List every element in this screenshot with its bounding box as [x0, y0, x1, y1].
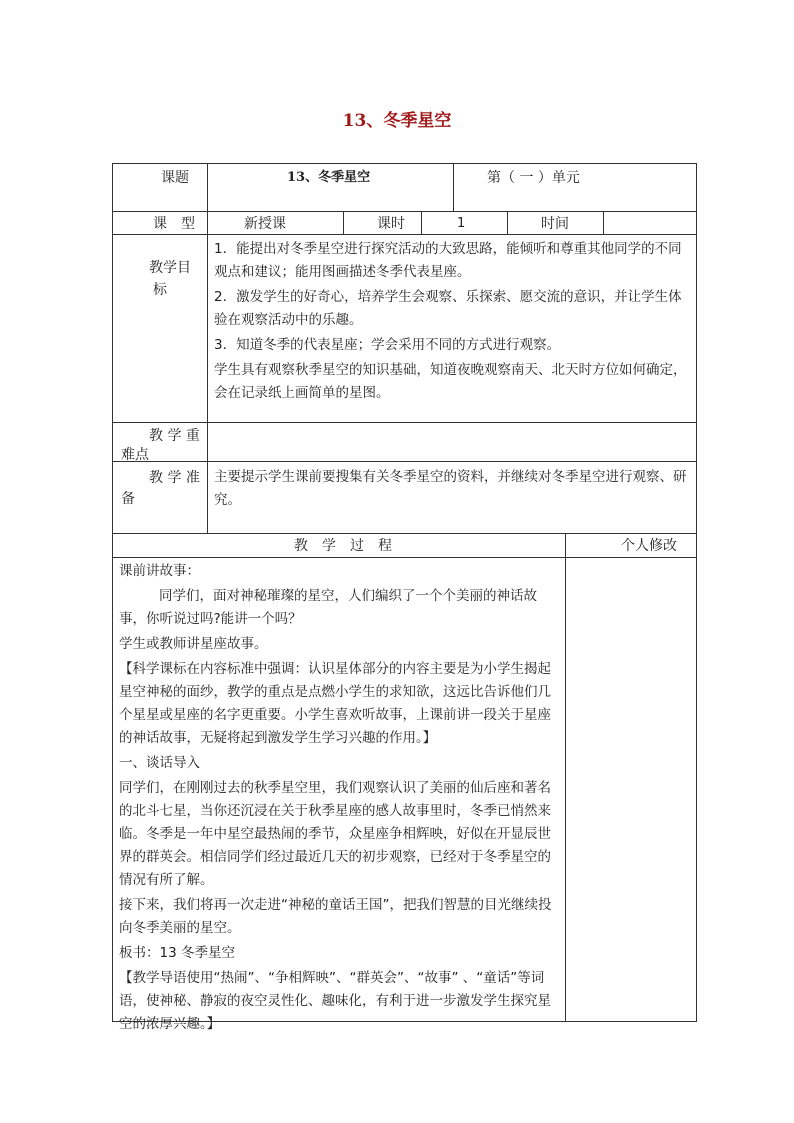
process-paragraph: 板书：13 冬季星空: [119, 945, 235, 961]
process-paragraph: 【教学导语使用“热闹”、“争相辉映”、“群英会”、“故事” 、“童话”等词语，使神秘、静寂的夜空灵性化、趣味化，有利于进一步激发学生探究星空的浓厚兴趣。】: [119, 970, 551, 1032]
goal-item: 1．能提出对冬季星空进行探究活动的大致思路，能倾听和尊重其他同学的不同观点和建议；能用图画描述冬季代表星座。: [214, 241, 682, 280]
periods-value: 1: [457, 216, 466, 231]
page-title: 13、冬季星空: [342, 111, 452, 131]
personal-edit-header: 个人修改: [621, 538, 677, 554]
row-divider: [113, 461, 696, 462]
col-divider: [565, 533, 566, 1021]
goals-label-1: 教学目: [149, 260, 191, 276]
prep-value: 主要提示学生课前要搜集有关冬季星空的资料，并继续对冬季星空进行观察、研究。: [214, 469, 687, 508]
keypoints-label-2: 难点: [121, 447, 149, 463]
process-paragraph: 课前讲故事：: [119, 563, 200, 579]
row-divider: [113, 557, 696, 558]
col-divider: [603, 211, 604, 234]
process-content: [119, 560, 559, 1038]
col-divider: [207, 164, 208, 533]
process-paragraph: 接下来，我们将再一次走进“神秘的童话王国”，把我们智慧的目光继续投向冬季美丽的星空。: [119, 897, 552, 936]
lesson-type-label: 课 型: [153, 216, 195, 232]
row-divider: [113, 422, 696, 423]
topic-label: 课题: [161, 170, 189, 186]
process-paragraph: 学生或教师讲星座故事。: [119, 636, 268, 652]
topic-value: 13、冬季星空: [287, 170, 371, 185]
prep-label-2: 备: [121, 491, 135, 507]
lesson-plan-table: [112, 163, 697, 1032]
col-divider: [421, 211, 422, 234]
lesson-type-value: 新授课: [244, 216, 286, 232]
periods-label: 课时: [377, 216, 405, 232]
goal-item: 3．知道冬季的代表星座；学会采用不同的方式进行观察。: [214, 337, 561, 353]
col-divider: [343, 211, 344, 234]
keypoints-label-1: 教 学 重: [149, 428, 200, 444]
unit-value: 第（ 一 ）单元: [487, 170, 580, 186]
process-paragraph: 一、谈话导入: [119, 755, 200, 771]
row-divider: [113, 234, 696, 235]
row-divider: [113, 211, 696, 212]
row-divider: [113, 533, 696, 534]
goal-item: 学生具有观察秋季星空的知识基础，知道夜晚观察南天、北天时方位如何确定，会在记录纸上画简单的星图。: [214, 362, 687, 401]
col-divider: [507, 211, 508, 234]
goals-label-2: 标: [153, 282, 167, 298]
process-paragraph: 同学们，在刚刚过去的秋季星空里，我们观察认识了美丽的仙后座和著名的北斗七星，当你还沉浸在关于秋季星座的感人故事里时，冬季已悄然来临。冬季是一年中星空最热闹的季节，众星座争相辉映，好似在开显辰世界的群英会。相信同学们经过最近几天的初步观察，已经对于冬季星空的情况有所了解。: [119, 780, 551, 888]
time-label: 时间: [541, 216, 569, 232]
process-paragraph: 同学们，面对神秘璀璨的星空，人们编织了一个个美丽的神话故事，你听说过吗?能讲一个吗？: [119, 588, 537, 627]
goal-item: 2．激发学生的好奇心，培养学生会观察、乐探索、愿交流的意识，并让学生体验在观察活动中的乐趣。: [214, 289, 682, 328]
process-header: 教 学 过 程: [294, 538, 392, 554]
process-paragraph: 【科学课标在内容标准中强调：认识星体部分的内容主要是为小学生揭起星空神秘的面纱，教学的重点是点燃小学生的求知欲，这远比告诉他们几个星星或星座的名字更重要。小学生喜欢听故事，上课前讲一段关于星座的神话故事，无疑将起到激发学生学习兴趣的作用。】: [119, 661, 551, 746]
goals-content: [214, 238, 692, 407]
prep-label-1: 教 学 准: [149, 470, 200, 486]
col-divider: [453, 164, 454, 211]
